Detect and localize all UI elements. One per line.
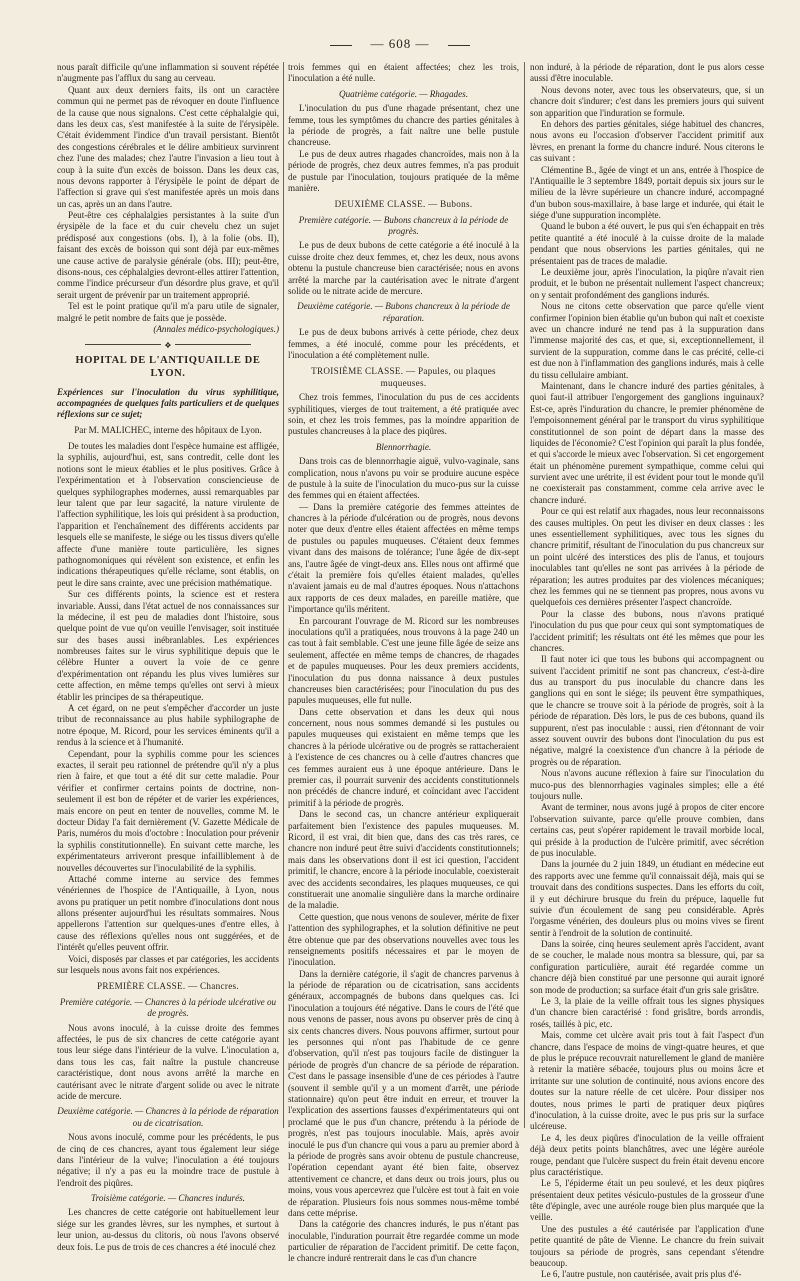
paragraph: Dans la catégorie des chancres indurés, le pus n'étant pas inoculable, l'induration pourrait être regardée comme un mode particulier de réparation de l'accident primitif. De cette façon, le chancre induré rentrerait dans le cas d'un chancre — [288, 1219, 519, 1264]
column-rule-2 — [524, 62, 525, 1128]
section-separator: ❖ — [57, 340, 279, 348]
paragraph: Le 3, la plaie de la veille offrait tous les signes physiques d'un chancre bien caractérisé : fond grisâtre, bords arrondis, rosés, taillés à pic, etc. — [530, 996, 764, 1029]
column-3 — [530, 62, 764, 1280]
paragraph: Mais, comme cet ulcère avait pris tout à fait l'aspect d'un chancre, dans l'espace de moins de vingt-quatre heures, et que de plus le prépuce recouvrait naturellement le gland de manière à retenir la matière sébacée, toujours plus ou moins âcre et irritante sur une solution de continuité, nous avions encore des doutes sur la nature réelle de cet ulcère. Pour dissiper nos doutes, nous primes le parti de pratiquer deux piqûres d'inoculation, à la cuisse droite, avec le pus pris sur la surface ulcéreuse. — [530, 1030, 764, 1132]
paragraph: Nous avons inoculé, comme pour les précédents, le pus de cinq de ces chancres, ayant tous également leur siége dans l'intérieur de la vulve; l'inoculation a été toujours négative; il n'y a pas eu la moindre trace de pustule à l'endroit des piqûres. — [57, 1132, 279, 1188]
paragraph: Le deuxième jour, après l'inoculation, la piqûre n'avait rien produit, et le bubon ne présentait nullement l'aspect chancreux; on y sentait profondément des ganglions indurés. — [530, 267, 764, 300]
class-heading: DEUXIÈME CLASSE. — Bubons. — [334, 199, 473, 210]
paragraph: Le 6, l'autre pustule, non cautérisée, avait pris plus d'é- — [541, 1269, 742, 1280]
paragraph: Le 5, l'épiderme était un peu soulevé, et les deux piqûres présentaient deux petites vésiculo-pustules de la grosseur d'une tête d'épingle, avec une auréole rouge bien plus marquée que la veille. — [530, 1178, 764, 1223]
paragraph: De toutes les maladies dont l'espèce humaine est affligée, la syphilis, aujourd'hui, est, sans contredit, celle dont les notions sont le mieux établies et le plus positives. Grâce à l'expérimentation et à l'observation consciencieuse de quelques syphilographes modernes, aussi remarquables par leur talent que par leur sagacité, la nature virulente de l'affection syphilitique, les lois qui président à sa production, l'apparition et l'enchaînement des différents accidents par lesquels elle se manifeste, le siége ou les tissus divers qu'elle affecte d'une manière toute particulière, les signes pathognomoniques qui révèlent son existence, et enfin les indications thérapeutiques qu'elle réclame, sont établis, on peut le dire sans crainte, avec une précision mathématique. — [57, 441, 279, 588]
paragraph: Une des pustules a été cautérisée par l'application d'une petite quantité de pâte de Vienne. Le chancre du frein suivait toujours sa période de progrès, sans cependant s'étendre beaucoup. — [530, 1223, 764, 1269]
paragraph: Les chancres de cette catégorie ont habituellement leur siége sur les grandes lèvres, sur les nymphes, et surtout à leur union, au-dessus du clitoris, où nous l'avons observé deux fois. Le pus de trois de ces chancres a été inoculé chez — [57, 1207, 279, 1252]
paragraph: — Dans la première catégorie des femmes atteintes de chancres à la période d'ulcération ou de progrès, nous devons noter que deux d'entre elles étaient affectées en même temps de pustules ou papules muqueuses. C'étaient deux femmes vivant dans des maisons de tolérance; l'une âgée de dix-sept ans, l'autre âgée de vingt-deux ans. Elles nous ont affirmé que c'était la première fois qu'elles étaient malades, qu'elles n'avaient jamais eu de mal d'autres époques. Nous n'attachons aux rapports de ces deux malades, en pareille matière, que l'importance qu'ils méritent. — [288, 501, 519, 615]
paragraph: nous paraît difficile qu'une inflammation si souvent répétée n'augmente pas l'afflux du sang au cerveau. — [57, 62, 279, 84]
paragraph: Le pus de deux autres rhagades chancroïdes, mais non à la période de progrès, chez deux autres femmes, n'a pas produit de pustule par l'inoculation, toujours pratiquée de la même manière. — [288, 148, 519, 193]
paragraph: Le pus de deux bubons arrivés à cette période, chez deux femmes, a été inoculé, comme pour les précédents, et l'inoculation a été complètement nulle. — [288, 327, 519, 360]
paragraph: Sur ces différents points, la science est et restera invariable. Aussi, dans l'état actuel de nos connaissances sur la médecine, il est peu de maladies dont l'histoire, sous quelque point de vue qu'on veuille l'envisager, soit instituée sur des bases aussi inébranlables. Les expériences nombreuses faites sur le virus syphilitique depuis que le célèbre Hunter a ouvert la voie de ce genre d'expérimentation ont répandu les plus vives lumières sur cette affection, en même temps qu'elles ont servi à mieux établir les principes de sa thérapeutique. — [57, 589, 279, 702]
paragraph: Nous ne citons cette observation que parce qu'elle vient confirmer l'opinion bien établie qu'un bubon qui naît et coexiste avec un chancre induré ne tend pas à la suppuration dans l'immense majorité des cas, et que, si, exceptionnellement, il survient de la suppuration, comme dans le cas précité, celle-ci est due non à l'inflammation des ganglions indurés, mais à celle du tissu cellulaire ambiant. — [530, 301, 764, 380]
paragraph: Quand le bubon a été ouvert, le pus qui s'en échappait en très petite quantité a été inoculé à la cuisse droite de la malade pendant que nous observions les parties génitales, qui ne présentaient pas de traces de maladie. — [530, 221, 764, 266]
source-citation: (Annales médico-psychologiques.) — [153, 323, 279, 334]
paragraph: Tel est le point pratique qu'il m'a paru utile de signaler, malgré le petit nombre de faits que je possède. — [57, 301, 279, 323]
paragraph: Attaché comme interne au service des femmes vénériennes de l'hospice de l'Antiquaille, à Lyon, nous avons pu pratiquer un petit nombre d'inoculations dont nous allons présenter aujourd'hui les résultats sommaires. Nous appellerons l'attention sur quelques-unes d'entre elles, à cause des réflexions qu'elles nous ont suggérées, et de l'intérêt qu'elles peuvent offrir. — [57, 873, 279, 953]
paragraph: non induré, à la période de réparation, dont le pus alors cesse aussi d'être inoculable. — [530, 62, 764, 84]
paragraph: Dans la journée du 2 juin 1849, un étudiant en médecine eut des rapports avec une femme qu'il connaissait déjà, mais qui se trouvait dans des conditions suspectes. Dans les efforts du coït, il y eut déchirure brusque du frein du prépuce, laquelle fut suivie d'un écoulement de sang peu considérable. Après l'orgasme vénérien, des douleurs plus ou moins vives se firent sentir à l'endroit de la solution de continuité. — [530, 859, 764, 938]
class-heading: TROISIÈME CLASSE. — Papules, ou plaques muqueuses. — [311, 366, 496, 388]
column-rule-1 — [283, 62, 284, 1128]
header-rule-left — [330, 45, 352, 46]
paragraph: Clémentine B., âgée de vingt et un ans, entrée à l'hospice de l'Antiquaille le 3 septembre 1849, portait depuis six jours sur le milieu de la lèvre supérieure un chancre induré, accompagné d'un bubon sous-maxillaire, à base large et indurée, qui était le siége d'une suppuration incomplète. — [530, 164, 764, 221]
paragraph: En dehors des parties génitales, siége habituel des chancres, nous avons eu l'occasion d'observer l'accident primitif aux lèvres, en prenant la forme du chancre induré. Nous citerons le cas suivant : — [530, 118, 764, 164]
paragraph: Chez trois femmes, l'inoculation du pus de ces accidents syphilitiques, vierges de tout traitement, a été pratiquée avec soin, et chez les trois femmes, pas la moindre apparition de pustules chancreuses à la place des piqûres. — [288, 392, 519, 437]
paragraph: A cet égard, on ne peut s'empêcher d'accorder un juste tribut de reconnaissance au plus habile syphilographe de notre époque, M. Ricord, pour les services éminents qu'il a rendus à la science et à l'humanité. — [57, 703, 279, 748]
column-2 — [288, 62, 519, 1264]
paragraph: Dans trois cas de blennorrhagie aiguë, vulvo-vaginale, sans complication, nous n'avons pu voir se produire aucune espèce de pustule à la suite de l'inoculation du muco-pus sur la cuisse des femmes qui en étaient affectées. — [288, 456, 519, 501]
category-heading: Troisième catégorie. — Chancres indurés. — [91, 1193, 245, 1204]
paragraph: Nous devons noter, avec tous les observateurs, que, si un chancre doit s'indurer; c'est dans les premiers jours qui suivent son apparition que l'induration se formule. — [530, 84, 764, 118]
paragraph: L'inoculation du pus d'une rhagade présentant, chez une femme, tous les symptômes du chancre des parties génitales à la période de progrès, a fait naître une belle pustule chancreuse. — [288, 103, 519, 148]
paragraph: Maintenant, dans le chancre induré des parties génitales, à quoi faut-il attribuer l'engorgement des ganglions inguinaux? Est-ce, après l'induration du chancre, le premier phénomène de l'empoisonnement général par le transport du virus syphilitique constitutionnel de son point de départ dans la masse des liquides de l'économie? C'est l'opinion qui paraît la plus fondée, et qui s'accorde le mieux avec l'observation. Si cet engorgement était un phénomène purement sympathique, comme celui qui survient avec une urétrite, il est évident pour tout le monde qu'il ne coexisterait pas constamment, comme cela arrive avec le chancre induré. — [530, 380, 764, 505]
paragraph: Nous avons inoculé, à la cuisse droite des femmes affectées, le pus de six chancres de cette catégorie ayant tous leur siége dans l'intérieur de la vulve. L'inoculation a, dans tous les cas, fait naître la pustule chancreuse caractéristique, dont nous avons arrêté la marche en cautérisant avec le nitrate d'argent solide ou avec le nitrate acide de mercure. — [57, 1022, 279, 1101]
paragraph: Avant de terminer, nous avons jugé à propos de citer encore l'observation suivante, parce qu'elle prouve combien, dans certains cas, peut s'opérer rapidement le travail morbide local, qui préside à la production de l'ulcère primitif, avec sécrétion de pus inoculable. — [530, 802, 764, 858]
paragraph: Le 4, les deux piqûres d'inoculation de la veille offraient déjà deux petits points blanchâtres, avec une légère auréole rouge, pendant que l'ulcère suspect du frein était devenu encore plus caractéristique. — [530, 1132, 764, 1177]
paragraph: trois femmes qui en étaient affectées; chez les trois, l'inoculation a été nulle. — [288, 62, 519, 84]
header-rule-right — [448, 45, 470, 46]
paragraph: Le pus de deux bubons de cette catégorie a été inoculé à la cuisse droite chez deux femmes, et, chez les deux, nous avons obtenu la pustule chancreuse bien caractérisée; nous en avons arrêté la marche par la cautérisation avec le nitrate d'argent solide ou le nitrate acide de mercure. — [288, 240, 519, 297]
paragraph: Cependant, pour la syphilis comme pour les sciences exactes, il serait peu rationnel de prétendre qu'il n'y a plus rien à faire, et que tout a été dit sur cette maladie. Pour vérifier et confirmer certains points de doctrine, non-seulement il est bon de répéter et de varier les expériences, mais encore on peut en tenter de nouvelles, comme M. le docteur Diday l'a fait dernièrement (V. Gazette Médicale de Paris, numéros du mois d'octobre : Inoculation pour prévenir la syphilis constitutionnelle). En suivant cette marche, les expérimentateurs arriveront presque infailliblement à de nouvelles découvertes sur l'inoculabilité de la syphilis. — [57, 748, 279, 873]
running-head — [40, 36, 760, 56]
paragraph: Quant aux deux derniers faits, ils ont un caractère commun qui ne permet pas de révoquer en doute l'influence de la cause que nous signalons. C'est cette céphalalgie qui, dans les deux cas, s'est manifestée à la suite de l'érysipèle. C'était évidemment l'indice d'un travail persistant. Bientôt des congestions cérébrales et le délire ambitieux survinrent chez l'une des malades; chez l'autre l'invasion a lieu tout à coup à la suite d'un excès de boisson. Dans les deux cas, nous devons rapporter à l'érysipèle le point de départ de l'affection si grave qui s'est manifestée après un mois dans un cas, après un an dans l'autre. — [57, 84, 279, 209]
paragraph: Nous n'avons aucune réflexion à faire sur l'inoculation du muco-pus des blennorrhagies vaginales simples; elle a été toujours nulle. — [530, 768, 764, 801]
article-title: Expériences sur l'inoculation du virus syphilitique, accompagnées de quelques faits particuliers et de quelques réflexions sur ce sujet; — [57, 386, 279, 420]
page-number: — 608 — — [370, 36, 430, 51]
paragraph: Cette question, que nous venons de soulever, mérite de fixer l'attention des syphilographes, et la solution définitive ne peut être obtenue que par des observations nouvelles avec tous les renseignements positifs nécessaires et par le moyen de l'inoculation. — [288, 911, 519, 968]
column-1 — [57, 62, 279, 1252]
paragraph: Il faut noter ici que tous les bubons qui accompagnent ou suivent l'accident primitif ne sont pas chancreux, c'est-à-dire dus au transport du pus inoculable du chancre dans les ganglions qui en sont le siége; ils peuvent être sympathiques, que le chancre se trouve soit à la période de progrès, soit à la période de réparation. Dès lors, le pus de ces bubons, quand ils suppurent, n'est pas inoculable : aussi, rien d'étonnant de voir assez souvent ouvrir des bubons dont l'inoculation du pus est négative, malgré la coexistence d'un chancre à la période de progrès ou de réparation. — [530, 654, 764, 767]
category-heading: Première catégorie. — Bubons chancreux à la période de progrès. — [298, 214, 509, 237]
paragraph: Pour ce qui est relatif aux rhagades, nous leur reconnaissons des causes multiples. On peut les diviser en deux classes : les unes essentiellement syphilitiques, avec tous les signes du chancre primitif, résultant de l'inoculation du pus chancreux sur un point ulcéré des interstices des plis de l'anus, et toujours inoculables tant qu'elles ne sont pas arrivées à la période de réparation; les autres produites par des violences mécaniques; chez les femmes qui ne se tiennent pas propres, nous avons vu quelquefois ces dernières présenter l'aspect chancroïde. — [530, 506, 764, 608]
paragraph: Dans la soirée, cinq heures seulement après l'accident, avant de se coucher, le malade nous montra sa blessure, qui, par sa configuration particulière, aurait été regardée comme un chancre déjà bien constitué par une personne qui aurait ignoré son mode de production; sa surface était d'un gris sale grisâtre. — [530, 939, 764, 995]
category-heading: Deuxième catégorie. — Bubons chancreux à la période de réparation. — [297, 301, 510, 323]
paragraph: En parcourant l'ouvrage de M. Ricord sur les nombreuses inoculations qu'il a pratiquées, nous trouvons à la page 240 un cas tout à fait semblable. C'est une jeune fille âgée de seize ans seulement, affectée en même temps de chancres, de rhagades et de papules muqueuses. Pour les deux premiers accidents, l'inoculation du pus donna naissance à deux pustules chancreuses bien caractérisées; pour l'inoculation du pus des papules muqueuses, elle fut nulle. — [288, 615, 519, 706]
class-heading: PREMIÈRE CLASSE. — Chancres. — [97, 981, 239, 992]
byline: Par M. MALICHEC, interne des hôpitaux de Lyon. — [74, 424, 262, 435]
paragraph: Voici, disposés par classes et par catégories, les accidents sur lesquels nous avons fait nos expériences. — [57, 953, 279, 976]
paragraph: Pour la classe des bubons, nous n'avons pratiqué l'inoculation du pus que pour ceux qui sont symptomatiques de l'accident primitif; les résultats ont été les mêmes que pour les chancres. — [530, 608, 764, 653]
paragraph: Peut-être ces céphalalgies persistantes à la suite d'un érysipèle de la face et du cuir chevelu chez un sujet prédisposé aux congestions (obs. I), à la folie (obs. II), faisant des excès de boisson qui sont déjà par eux-mêmes une cause active de paralysie générale (obs. III); peut-être, disons-nous, ces céphalalgies devront-elles attirer l'attention, comme l'indice précurseur d'un désordre plus grave, et qu'il serait urgent de prévenir par un traitement approprié. — [57, 210, 279, 300]
category-heading: Quatrième catégorie. — Rhagades. — [339, 88, 468, 99]
subheading: Blennorrhagie. — [375, 441, 432, 452]
category-heading: Deuxième catégorie. — Chancres à la période de réparation ou de cicatrisation. — [57, 1106, 279, 1128]
section-heading: HOPITAL DE L'ANTIQUAILLE DE LYON. — [75, 355, 261, 380]
paragraph: Dans la dernière catégorie, il s'agit de chancres parvenus à la période de réparation ou de cicatrisation, sans accidents généraux, accompagnés de bubons dans quelques cas. Ici l'inoculation a toujours été négative. Dans le cours de l'été que nous venons de passer, nous avons pu observer près de cinq à six cents chancres divers. Nous pouvons affirmer, surtout pour les personnes qui n'ont pas l'habitude de ce genre d'observation, qu'il n'est pas toujours facile de distinguer la période de progrès d'un chancre de sa période de réparation. C'est dans le passage insensible d'une de ces périodes à l'autre (souvent il semble qu'il y a un moment d'arrêt, une période stationnaire) qu'on peut être induit en erreur, et trouver la l'explication des assertions fausses d'expérimentateurs qui ont proclamé que le pus d'un chancre, prétendu à la période de progrès, n'est pas toujours inoculable. Mais, après avoir inoculé le pus d'un chancre qui vous a paru au premier abord à la période de progrès sans avoir obtenu de pustule chancreuse, l'opération cependant ayant été bien faite, observez attentivement ce chancre, et dans deux ou trois jours, plus ou moins, vous vous apercevrez que l'ulcère est tout à fait en voie de réparation. Plusieurs fois nous sommes nous-même tombé dans cette méprise. — [288, 968, 519, 1218]
category-heading: Première catégorie. — Chancres à la période ulcérative ou de progrès. — [59, 996, 277, 1019]
paragraph: Dans cette observation et dans les deux qui nous concernent, nous nous sommes demandé si les pustules ou papules muqueuses qui existaient en même temps que les chancres à la période ulcérative ou de progrès se rattacheraient à l'existence de ces chancres ou à celle d'autres chancres que ces femmes auraient eus à une époque antérieure. Dans le premier cas, il pourrait survenir des accidents constitutionnels non précédés de chancre induré, et coïncidant avec l'accident primitif à la période de progrès. — [288, 706, 519, 808]
paragraph: Dans le second cas, un chancre antérieur expliquerait parfaitement bien l'existence des papules muqueuses. M. Ricord, il est vrai, dit bien que, dans des cas très rares, ce chancre non induré peut être suivi d'accidents constitutionnels; mais dans les observations dont il est ici question, l'accident primitif, le chancre, encore à la période inoculable, coexisterait avec des accidents secondaires, les plaques muqueuses, ce qui constituerait une anomalie singulière dans la marche ordinaire de la maladie. — [288, 809, 519, 911]
